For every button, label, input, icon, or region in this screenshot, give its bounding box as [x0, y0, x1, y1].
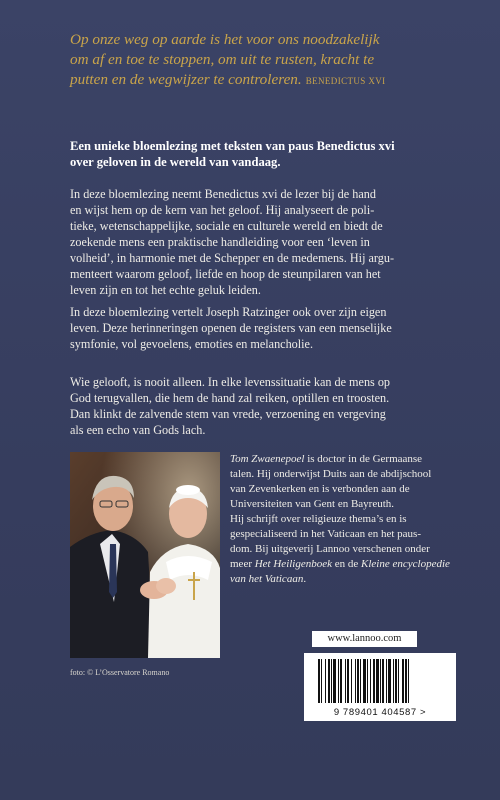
bio-text: .: [303, 573, 307, 585]
book-title: Kleine encyclopedie: [361, 558, 450, 570]
paragraph-anthology: [70, 186, 475, 298]
text-line: als een echo van Gods lach.: [70, 423, 206, 437]
barcode-bar: [380, 659, 381, 703]
author-name: Tom Zwaenepoel: [230, 453, 305, 465]
barcode-bar: [388, 659, 391, 703]
text-line: leven. Deze herinneringen openen de registers van een menselijke: [70, 321, 392, 335]
book-title: Het Heiligenboek: [254, 558, 333, 570]
paragraph-faith: [70, 374, 475, 438]
text-line: God terugvallen, die hem de hand zal reiken, optillen en troosten.: [70, 391, 390, 405]
bio-text: is doctor in de Germaanse: [304, 453, 423, 465]
text-line: Wie gelooft, is nooit alleen. In elke levenssituatie kan de mens op: [70, 375, 391, 389]
barcode-bar: [328, 659, 330, 703]
text-line: leven zijn en tot het echte geluk leiden.: [70, 283, 261, 297]
barcode-bar: [360, 659, 361, 703]
barcode-bar: [355, 659, 356, 703]
bio-line: talen. Hij onderwijst Duits aan de abdijschool: [230, 468, 432, 480]
text-line: zoekende mens een praktische handleiding voor een ‘leven in: [70, 235, 370, 249]
barcode-bar: [408, 659, 409, 703]
barcode-bar: [363, 659, 366, 703]
barcode-bar: [398, 659, 399, 703]
barcode-bar: [405, 659, 407, 703]
bio-line: van Zevenkerken en is verbonden aan de: [230, 483, 410, 495]
author-photo: [70, 452, 220, 658]
bio-line: [230, 557, 480, 572]
bio-line: Universiteiten van Gent en Bayreuth.: [230, 498, 395, 510]
barcode-bar: [376, 659, 379, 703]
barcode-bar: [338, 659, 339, 703]
barcode-bar: [367, 659, 368, 703]
quote-line: Op onze weg op aarde is het voor ons noodzakelijk: [70, 31, 380, 48]
barcode-bar: [318, 659, 320, 703]
quote-attribution: BENEDICTUS XVI: [305, 76, 386, 86]
barcode-bar: [321, 659, 322, 703]
bio-text: en de: [332, 558, 362, 570]
epigraph-quote: [70, 30, 470, 91]
lead-line: Een unieke bloemlezing met teksten van paus Benedictus xvi: [70, 139, 395, 153]
text-line: volheid’, in harmonie met de Schepper en de medemens. Hij argu-: [70, 251, 394, 265]
text-line: menteert waarom geloof, liefde en hoop de steunpilaren van het: [70, 267, 381, 281]
barcode-bar: [351, 659, 352, 703]
barcode-bar: [382, 659, 384, 703]
barcode-bar: [402, 659, 404, 703]
barcode-bar: [373, 659, 375, 703]
lead-line: over geloven in de wereld van vandaag.: [70, 155, 281, 169]
isbn-number: 9 789401 404587 >: [333, 707, 427, 718]
barcode-bar: [357, 659, 359, 703]
text-line: tieke, wetenschappelijke, sociale en culturele wereld en biedt de: [70, 219, 383, 233]
barcode-bar: [333, 659, 336, 703]
barcode-bar: [331, 659, 332, 703]
barcode-bar: [325, 659, 326, 703]
quote-line: [70, 70, 470, 91]
text-line: Dan klinkt de zalvende stem van vrede, verzoening en vergeving: [70, 407, 386, 421]
text-line: In deze bloemlezing vertelt Joseph Ratzinger ook over zijn eigen: [70, 305, 387, 319]
barcode-bar: [347, 659, 349, 703]
publisher-website: www.lannoo.com: [312, 631, 417, 647]
bio-line: [230, 452, 480, 467]
bio-line: dom. Bij uitgeverij Lannoo verschenen onder: [230, 543, 430, 555]
barcode-bar: [395, 659, 397, 703]
text-line: In deze bloemlezing neemt Benedictus xvi de lezer bij de hand: [70, 187, 376, 201]
bio-text: meer: [230, 558, 255, 570]
barcode-bar: [345, 659, 346, 703]
barcode-bars: [304, 653, 456, 707]
paragraph-memories: [70, 304, 475, 352]
author-photo-illustration: [70, 452, 220, 658]
barcode-bar: [393, 659, 394, 703]
bio-line: [230, 572, 480, 587]
barcode-bar: [340, 659, 342, 703]
text-line: symfonie, vol gevoelens, emoties en melancholie.: [70, 337, 314, 351]
bio-line: Hij schrijft over religieuze thema’s en is: [230, 513, 407, 525]
bio-line: gespecialiseerd in het Vaticaan en het paus-: [230, 528, 421, 540]
barcode-bar: [386, 659, 387, 703]
book-title: van het Vaticaan: [230, 573, 304, 585]
lead-statement: [70, 138, 475, 170]
quote-line-text: putten en de wegwijzer te controleren.: [70, 71, 302, 88]
photo-caption: foto: © L’Osservatore Romano: [70, 668, 170, 677]
isbn-barcode: [304, 653, 456, 721]
author-bio: [230, 452, 480, 587]
text-line: en wijst hem op de kern van het geloof. Hij analyseert de poli-: [70, 203, 375, 217]
quote-line: om af en toe te stoppen, om uit te rusten, kracht te: [70, 51, 375, 68]
barcode-bar: [370, 659, 371, 703]
